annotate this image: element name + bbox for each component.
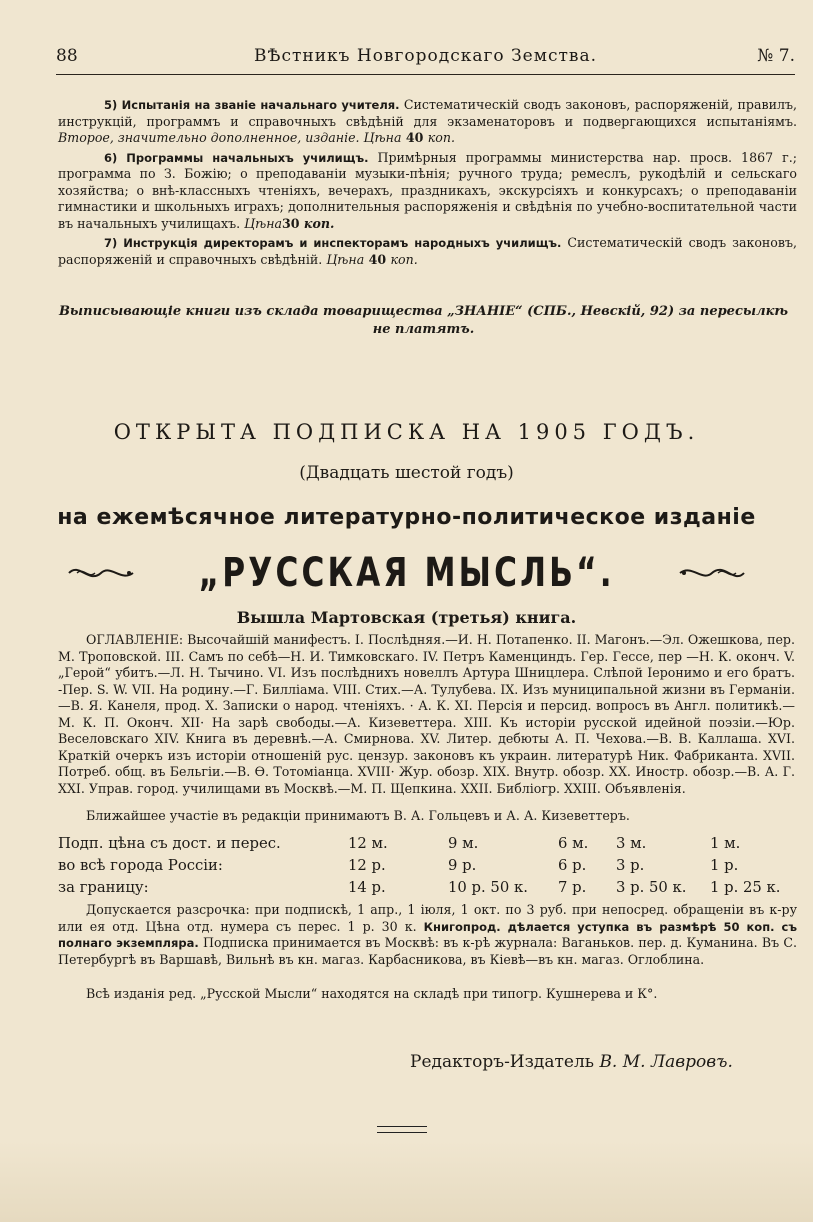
right-ornament-icon bbox=[678, 560, 746, 586]
issue-released: Вышла Мартовская (третья) книга. bbox=[236, 608, 577, 627]
list-item-edition: Цѣна bbox=[326, 251, 365, 267]
bookseller-discount: Книгопрод. дѣлается уступка въ размѣрѣ 50 коп. съ полнаго экземпляра. bbox=[58, 919, 797, 950]
journal-title: ВѢстникъ Новгородскаго Земства. bbox=[254, 46, 597, 66]
price-cell: 3 р. bbox=[616, 856, 645, 874]
list-item bbox=[58, 150, 797, 233]
list-item-body: Систематическій сводъ законовъ, распоряженій и справочныхъ свѣдѣній. bbox=[58, 235, 797, 267]
price-cell: 14 р. bbox=[348, 878, 386, 896]
running-header bbox=[56, 46, 795, 76]
shipping-note: Выписывающіе книги изъ склада товарищества „ЗНАНІЕ“ (СПБ., Невскій, 92) за пересылкѣ не платятъ. bbox=[58, 304, 789, 337]
price-cell: 12 р. bbox=[348, 856, 386, 874]
stock-note: Всѣ изданія ред. „Русской Мысли“ находятся на складѣ при типогр. Кушнерева и К°. bbox=[86, 986, 658, 1001]
price-cell: 1 р. 25 к. bbox=[710, 878, 781, 896]
price-cell: 7 р. bbox=[558, 878, 587, 896]
price-cell: 10 р. 50 к. bbox=[448, 878, 528, 896]
publication-description: на ежемѣсячное литературно-политическое изданіе bbox=[57, 505, 756, 530]
toc-body: Высочайшій манифестъ. I. Послѣдняя.—И. Н. Потапенко. II. Магонъ.—Эл. Ожешкова, пер. М. Троповской. III. Самъ по себѣ—Н. И. Тимковскаго. IV. Петръ Каменциндъ. Гер. Гессе, пер —Н. К. оконч. V. „Герой“ убитъ.—Л. Н. Тычино. VI. Изъ послѣднихъ новеллъ Артура Шницлера. Слѣпой Іеронимо и его братъ. -Пер. S. W. VII. На родину.—Г. Билліама. VIII. Стих.—А. Тулубева. IX. Изъ муниципальной жизни въ Германіи.—В. Я. Канеля, прод. X. Записки о народ. чтеніяхъ. · А. К. XI. Персія и персид. вопросъ въ Англ. политикѣ.—М. К. П. Оконч. XII· На зарѣ свободы.—А. Кизеветтера. XIII. Къ исторіи русской идейной поэзіи.—Юр. Веселовскаго XIV. Книга въ деревнѣ.—А. Смирнова. XV. Литер. дебюты А. П. Чехова.—В. В. Каллаша. XVI. Краткій очеркъ изъ исторіи отношеній рус. цензур. законовъ къ украин. литературѣ Ник. Фабриканта. XVII. Потреб. общ. въ Бельгіи.—В. Ѳ. Тотоміанца. XVIII· Жур. обозр. XIX. Внутр. обозр. XX. Иностр. обозр.—В. А. Г. XXI. Управ. город. училищами въ Москвѣ.—М. П. Щепкина. XXII. Библіогр. XXIII. Объявленія. bbox=[58, 632, 795, 796]
table-of-contents bbox=[58, 632, 795, 797]
price-cell: 6 м. bbox=[558, 834, 589, 852]
list-item-body: Примѣрныя программы министерства нар. просв. 1867 г.; программа по З. Божію; о преподаваніи музыки-пѣнія; ручного труда; ремеслъ, рукодѣлій и сельскаго хозяйства; о внѣ-классныхъ чтеніяхъ, вечерахъ, праздникахъ, экскурсіяхъ и конкурсахъ; о преподаваніи гимнастики и школьныхъ играхъ; дополнительныя распоряженія и свѣдѣнія по учебно-воспитательной части въ начальныхъ училищахъ. bbox=[58, 149, 797, 231]
list-item-body: Систематическій сводъ законовъ, распоряженій, правилъ, инструкцій, программъ и справочныхъ свѣдѣній для экзаменаторовъ и подвергающихся испытаніямъ. bbox=[58, 97, 797, 129]
end-rule bbox=[377, 1132, 427, 1133]
table-row bbox=[58, 832, 780, 854]
list-item-title: 5) Испытанія на званіе начальнаго учителя. bbox=[104, 98, 400, 112]
price-cell: 12 м. bbox=[348, 834, 388, 852]
magazine-title: „РУССКАЯ МЫСЛЬ“. bbox=[198, 550, 615, 596]
price-cell: 3 м. bbox=[616, 834, 647, 852]
list-item-price: 30 bbox=[282, 215, 300, 231]
editorial-participation: Ближайшее участіе въ редакціи принимаютъ В. А. Гольцевъ и А. А. Кизеветтеръ. bbox=[86, 808, 630, 823]
list-item-unit: коп. bbox=[299, 215, 335, 231]
page-number: 88 bbox=[56, 46, 78, 66]
price-table bbox=[58, 832, 780, 898]
terms-text: Допускается разсрочка: при подпискѣ, 1 апр., 1 іюля, 1 окт. по 3 руб. при непосред. обращеніи въ к-ру или ея отд. Цѣна отд. нумера съ перес. 1 р. 30 к. bbox=[58, 902, 797, 934]
price-label: во всѣ города Россіи: bbox=[58, 856, 223, 874]
editor-signature bbox=[410, 1052, 733, 1072]
subscription-year: (Двадцать шестой годъ) bbox=[299, 463, 514, 483]
issue-number: № 7. bbox=[757, 46, 795, 66]
price-cell: 1 р. bbox=[710, 856, 739, 874]
book-list bbox=[58, 97, 797, 271]
price-cell: 9 р. bbox=[448, 856, 477, 874]
table-row bbox=[58, 876, 780, 898]
editor-name: В. М. Лавровъ. bbox=[599, 1052, 733, 1072]
list-item-price: 40 bbox=[364, 251, 391, 267]
editor-label: Редакторъ-Издатель bbox=[410, 1052, 595, 1072]
paper-edge bbox=[0, 1140, 813, 1222]
list-item-unit: коп. bbox=[427, 130, 455, 145]
list-item-price: 40 bbox=[401, 130, 428, 145]
list-item-edition: Цѣна bbox=[244, 215, 283, 231]
terms-text: Подписка принимается въ Москвѣ: въ к-рѣ журнала: Ваганьков. пер. д. Куманина. Въ С. Петербургѣ въ Варшавѣ, Вильнѣ въ кн. магаз. Карбасникова, въ Кіевѣ—въ кн. магаз. Оглоблина. bbox=[58, 935, 797, 967]
list-item-unit: коп. bbox=[390, 251, 418, 267]
left-ornament-icon bbox=[67, 560, 135, 586]
list-item-title: 7) Инструкція директорамъ и инспекторамъ народныхъ училищъ. bbox=[104, 236, 562, 250]
table-row bbox=[58, 854, 780, 876]
price-cell: 3 р. 50 к. bbox=[616, 878, 687, 896]
list-item-edition: Второе, значительно дополненное, изданіе. Цѣна bbox=[58, 130, 402, 145]
end-rule bbox=[377, 1126, 427, 1127]
list-item-title: 6) Программы начальныхъ училищъ. bbox=[104, 150, 369, 165]
price-cell: 1 м. bbox=[710, 834, 741, 852]
price-label: Подп. цѣна съ дост. и перес. bbox=[58, 834, 281, 852]
list-item bbox=[58, 97, 797, 147]
list-item bbox=[58, 235, 797, 268]
subscription-heading: ОТКРЫТА ПОДПИСКА НА 1905 ГОДЪ. bbox=[113, 420, 700, 444]
subscription-terms bbox=[58, 902, 797, 968]
price-cell: 6 р. bbox=[558, 856, 587, 874]
magazine-title-block bbox=[0, 550, 813, 606]
price-cell: 9 м. bbox=[448, 834, 479, 852]
toc-label: ОГЛАВЛЕНІЕ: bbox=[86, 632, 184, 647]
header-rule bbox=[56, 74, 795, 75]
price-label: за границу: bbox=[58, 878, 149, 896]
